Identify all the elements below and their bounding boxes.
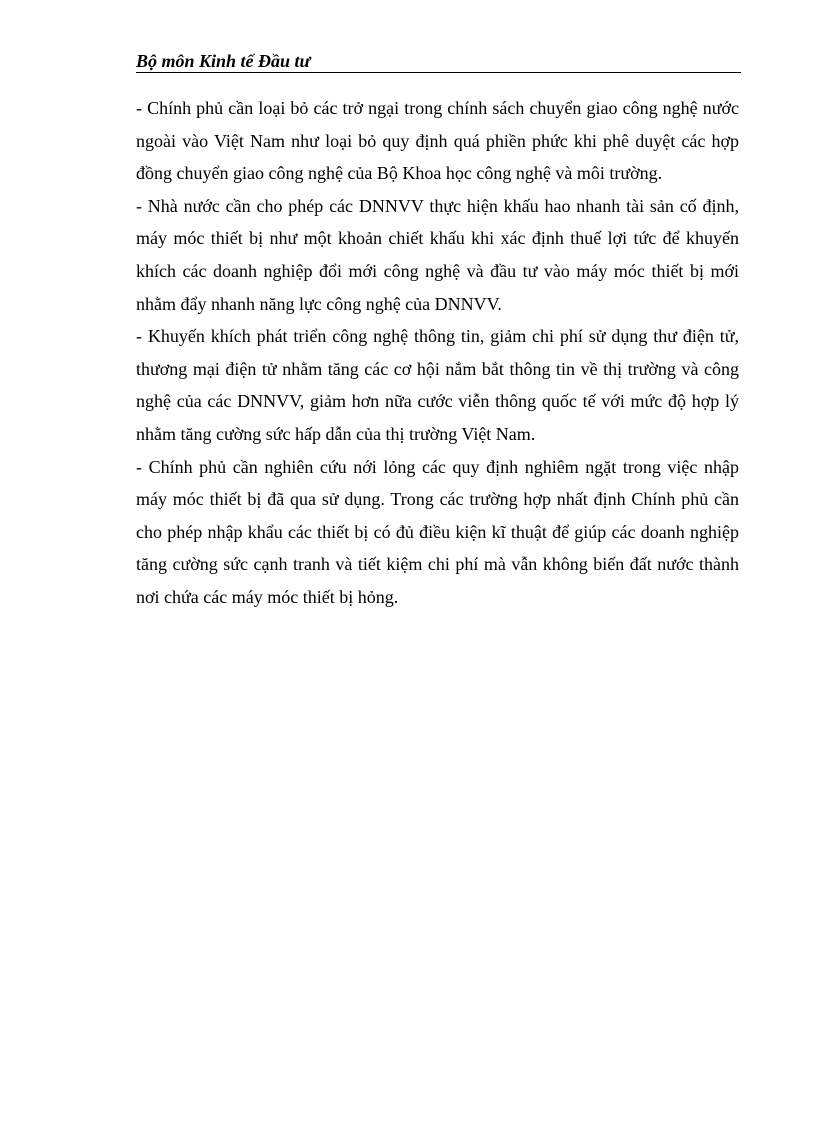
paragraph-technology-transfer: - Chính phủ cần loại bỏ các trở ngại trong chính sách chuyển giao công nghệ nước ngoài vào Việt Nam như loại bỏ quy định quá phiền phức khi phê duyệt các hợp đồng chuyển giao công nghệ của Bộ Khoa học công nghệ và môi trường. — [136, 98, 739, 184]
paragraph-used-equipment-import: - Chính phủ cần nghiên cứu nới lỏng các quy định nghiêm ngặt trong việc nhập máy móc thiết bị đã qua sử dụng. Trong các trường hợp nhất định Chính phủ cần cho phép nhập khẩu các thiết bị có đủ điều kiện kĩ thuật để giúp các doanh nghiệp tăng cường sức cạnh tranh và tiết kiệm chi phí mà vẫn không biến đất nước thành nơi chứa các máy móc thiết bị hỏng. — [136, 456, 739, 607]
paragraph-accelerated-depreciation: - Nhà nước cần cho phép các DNNVV thực hiện khấu hao nhanh tài sản cố định, máy móc thiết bị như một khoản chiết khấu khi xác định thuế lợi tức để khuyến khích các doanh nghiệp đổi mới công nghệ và đầu tư vào máy móc thiết bị mới nhằm đẩy nhanh năng lực công nghệ của DNNVV. — [136, 195, 739, 314]
page-header — [136, 50, 741, 73]
paragraph-information-technology: - Khuyến khích phát triển công nghệ thông tin, giảm chi phí sử dụng thư điện tử, thương mại điện tử nhằm tăng các cơ hội nắm bắt thông tin về thị trường và công nghệ của các DNNVV, giảm hơn nữa cước viễn thông quốc tế với mức độ hợp lý nhằm tăng cường sức hấp dẫn của thị trường Việt Nam. — [136, 326, 739, 444]
header-title: Bộ môn Kinh tế Đầu tư — [136, 51, 311, 71]
body-text — [136, 92, 739, 614]
